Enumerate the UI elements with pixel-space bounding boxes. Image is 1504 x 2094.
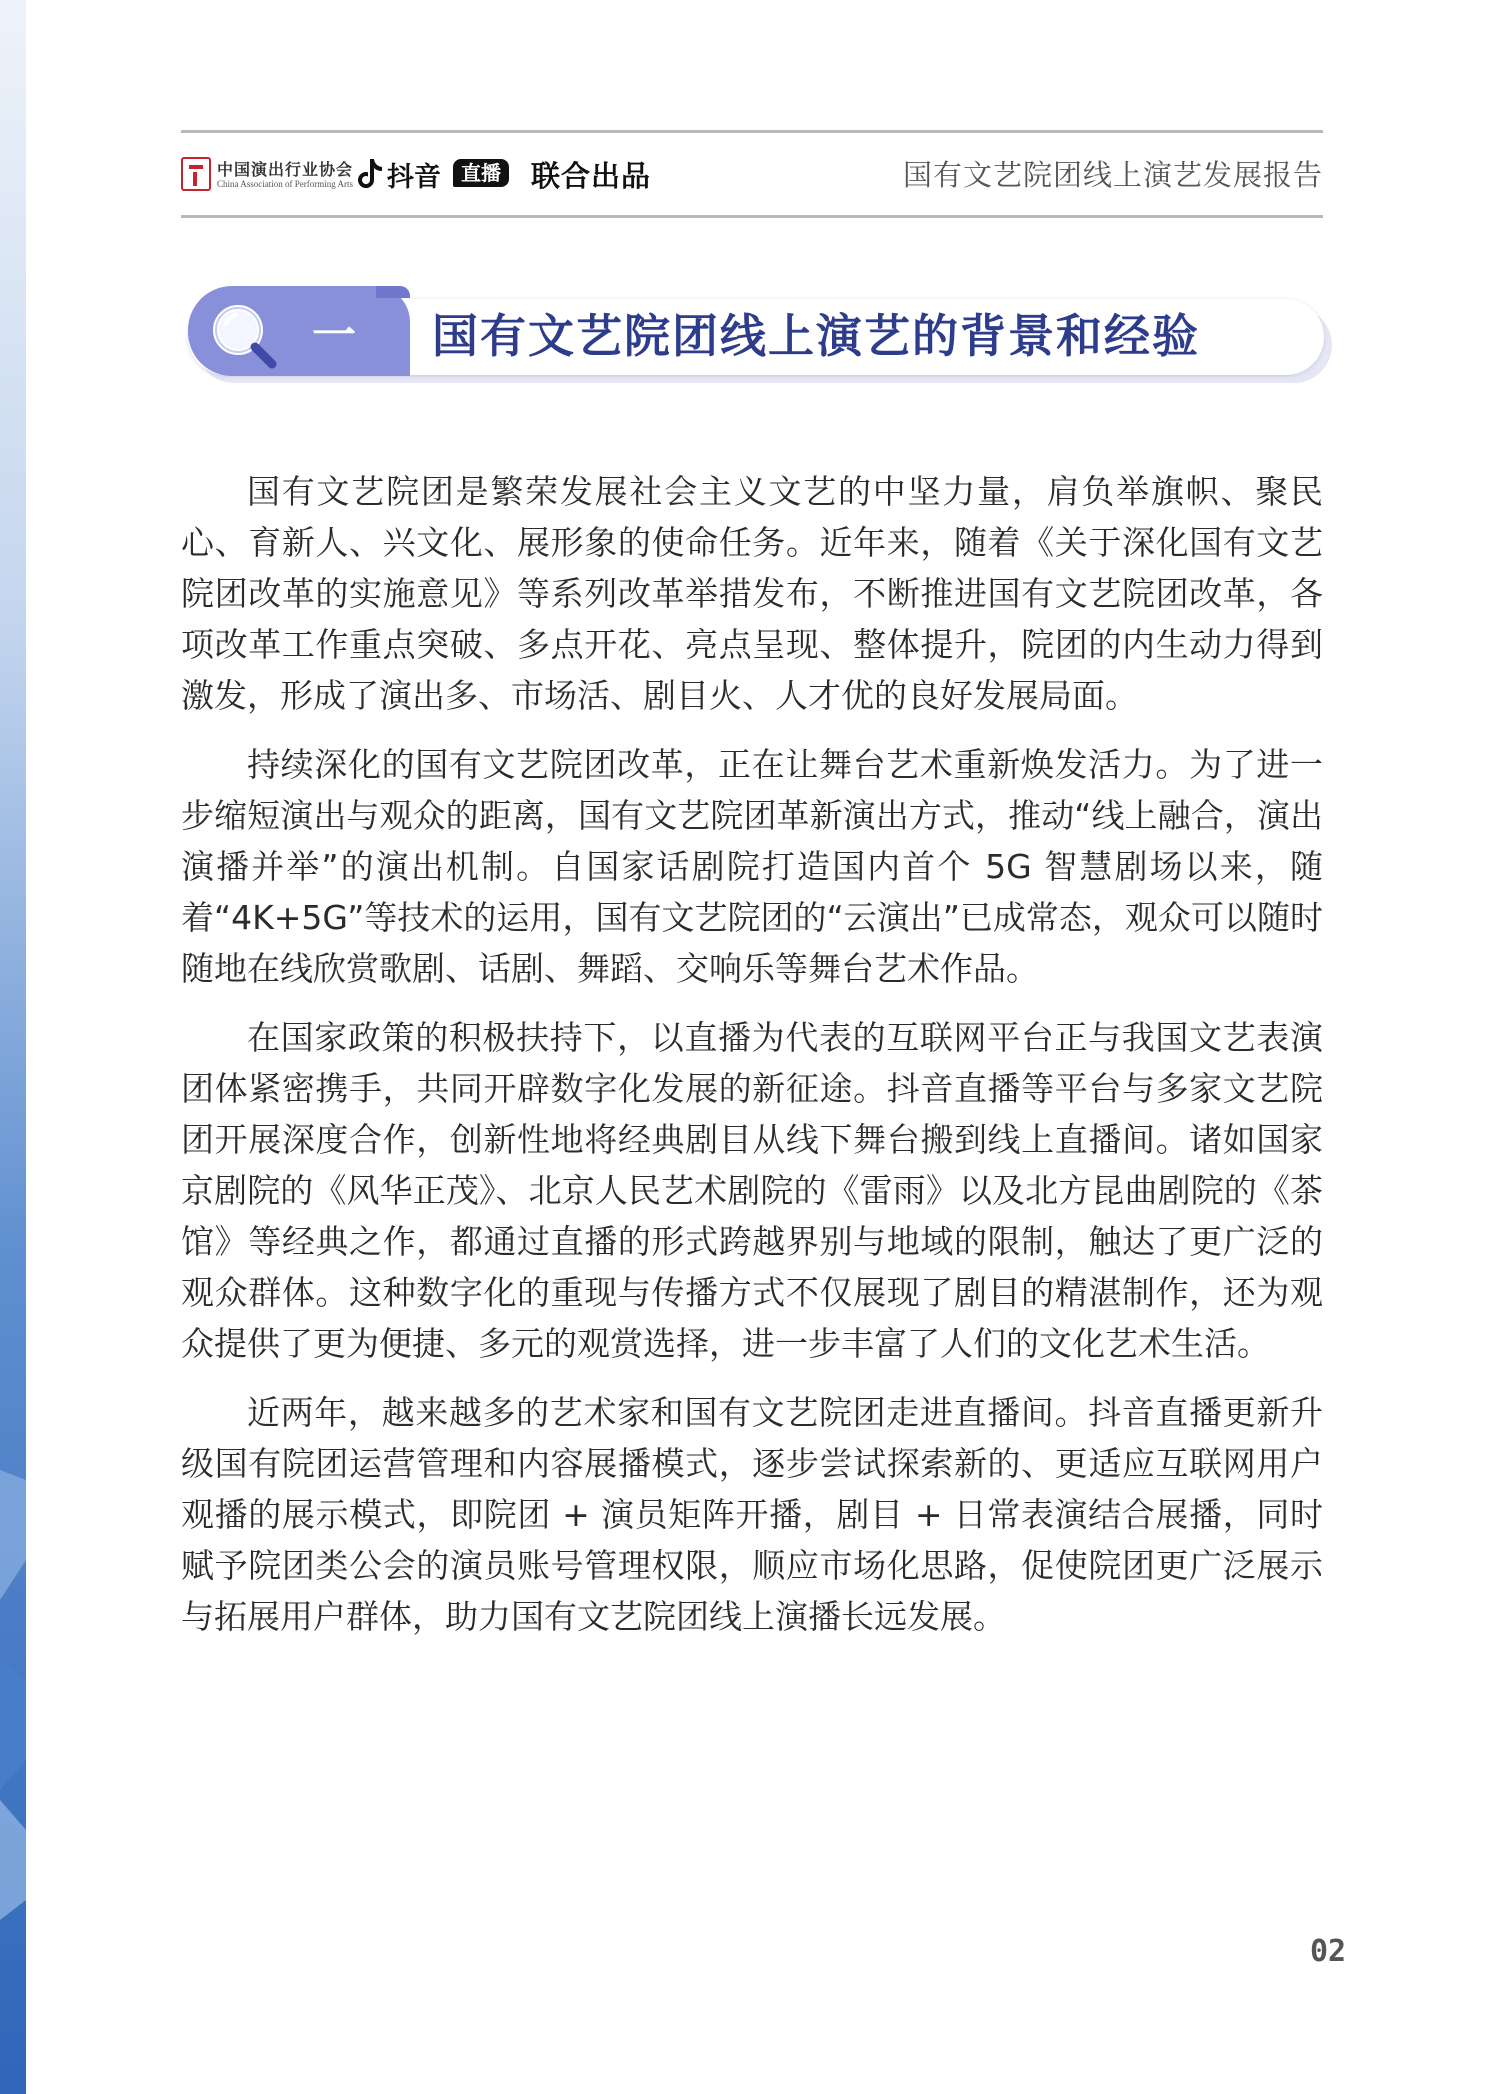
- section-number: 一: [312, 310, 356, 361]
- association-name: 中国演出行业协会: [217, 160, 354, 179]
- association-logo-icon: [181, 157, 211, 191]
- association-name-en: China Association of Performing Arts: [217, 179, 353, 189]
- paragraph: 持续深化的国有文艺院团改革，正在让舞台艺术重新焕发活力。为了进一步缩短演出与观众的距离，国有文艺院团革新演出方式，推动“线上融合，演出演播并举”的演出机制。自国家话剧院打造国内首个 5G 智慧剧场以来，随着“4K+5G”等技术的运用，国有文艺院团的“云演出”已成常态，观众可以随时随地在线欣赏歌剧、话剧、舞蹈、交响乐等舞台艺术作品。: [181, 745, 1323, 988]
- live-badge: 直播: [453, 159, 509, 187]
- paragraph: 近两年，越来越多的艺术家和国有文艺院团走进直播间。抖音直播更新升级国有院团运营管理和内容展播模式，逐步尝试探索新的、更适应互联网用户观播的展示模式，即院团 + 演员矩阵开播，剧目 + 日常表演结合展播，同时赋予院团类公会的演员账号管理权限，顺应市场化思路，促使院团更广泛展示与拓展用户群体，助力国有文艺院团线上演播长远发展。: [181, 1393, 1323, 1636]
- header-rule-bottom: [181, 215, 1323, 218]
- article-body: [181, 466, 1323, 1660]
- douyin-label: 抖音: [387, 162, 441, 193]
- paragraph: 国有文艺院团是繁荣发展社会主义文艺的中坚力量，肩负举旗帜、聚民心、育新人、兴文化、展形象的使命任务。近年来，随着《关于深化国有文艺院团改革的实施意见》等系列改革举措发布，不断推进国有文艺院团改革，各项改革工作重点突破、多点开花、亮点呈现、整体提升，院团的内生动力得到激发，形成了演出多、市场活、剧目火、人才优的良好发展局面。: [181, 472, 1323, 715]
- douyin-note-icon: [357, 157, 383, 191]
- paragraph: 在国家政策的积极扶持下，以直播为代表的互联网平台正与我国文艺表演团体紧密携手，共同开辟数字化发展的新征途。抖音直播等平台与多家文艺院团开展深度合作，创新性地将经典剧目从线下舞台搬到线上直播间。诸如国家京剧院的《风华正茂》、北京人民艺术剧院的《雷雨》以及北方昆曲剧院的《茶馆》等经典之作，都通过直播的形式跨越界别与地域的限制，触达了更广泛的观众群体。这种数字化的重现与传播方式不仅展现了剧目的精湛制作，还为观众提供了更为便捷、多元的观赏选择，进一步丰富了人们的文化艺术生活。: [181, 1018, 1323, 1363]
- report-title: 国有文艺院团线上演艺发展报告: [902, 158, 1323, 192]
- section-title: 国有文艺院团线上演艺的背景和经验: [432, 309, 1200, 363]
- joint-production-label: 联合出品: [531, 159, 652, 193]
- page-number: 02: [1310, 1934, 1347, 1969]
- left-decorative-stripe: [0, 0, 26, 2094]
- section-banner-fold: [376, 286, 410, 298]
- page-header: [181, 133, 1323, 215]
- magnifier-icon: [206, 298, 284, 376]
